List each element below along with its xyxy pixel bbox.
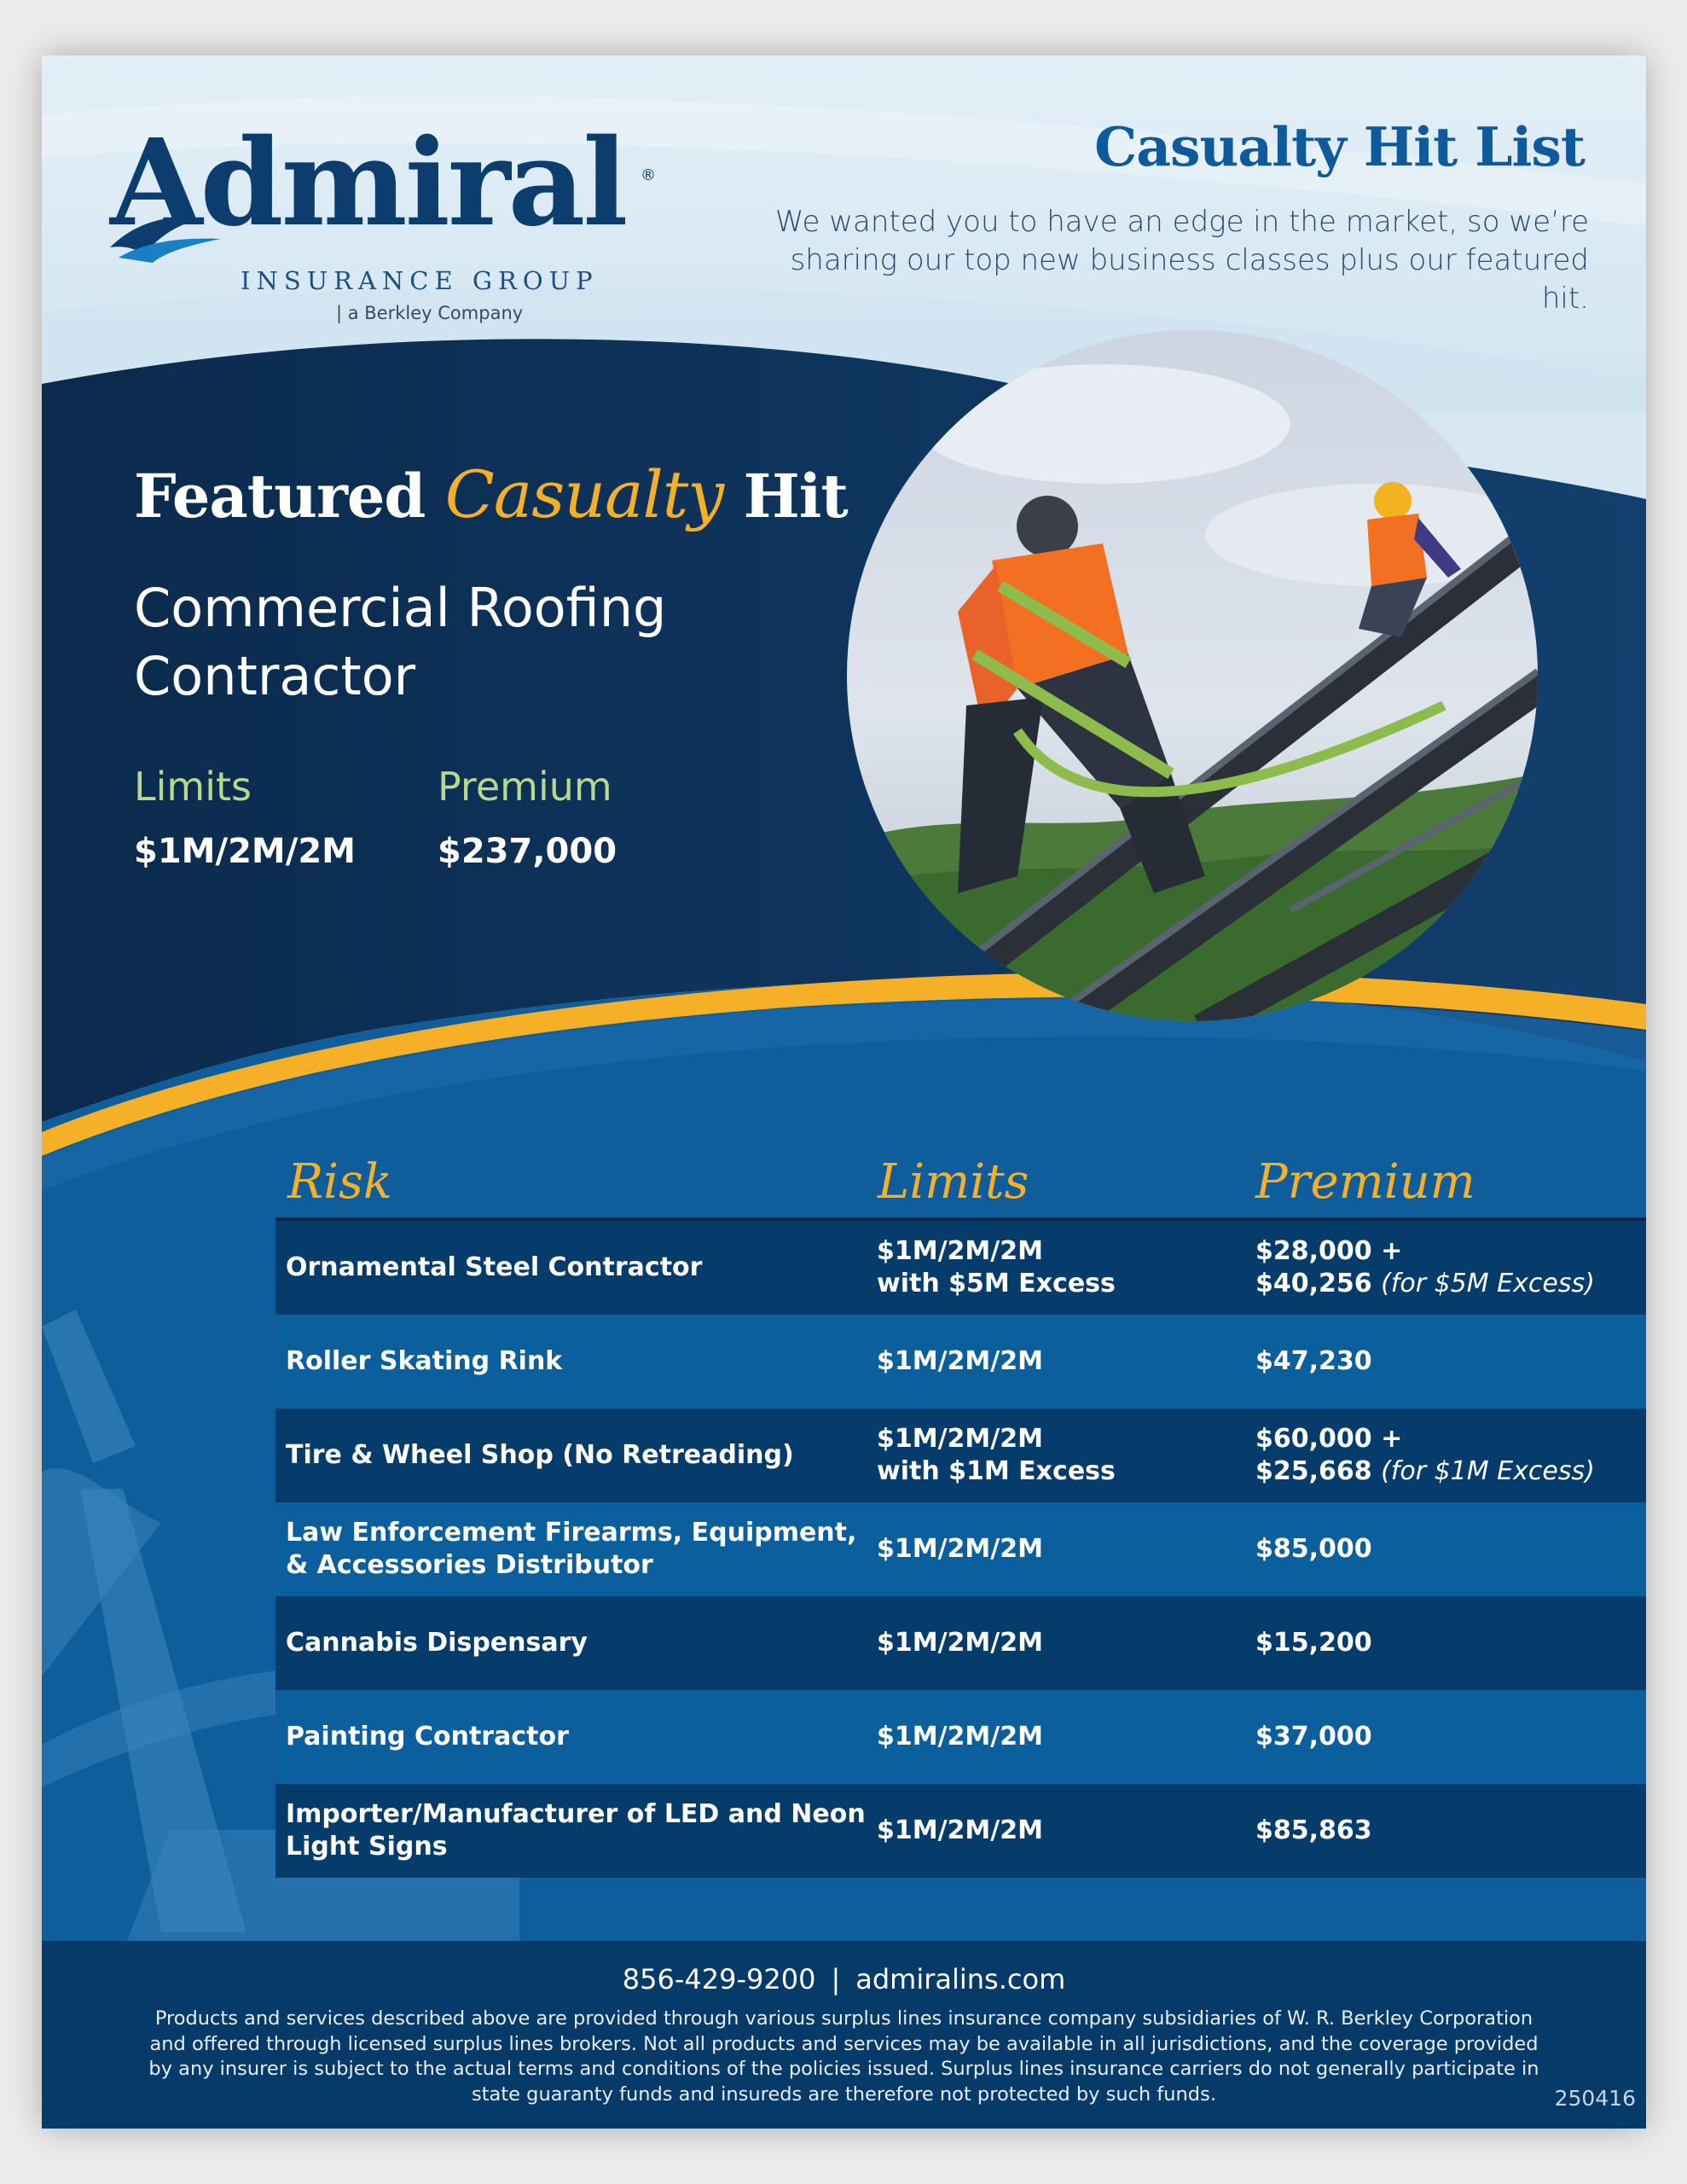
document-code: 250416: [1554, 2086, 1636, 2111]
contact-line: [42, 1963, 1646, 1995]
limits-cell: $1M/2M/2M: [877, 1628, 1043, 1658]
phone-number[interactable]: 856-429-9200: [622, 1963, 816, 1995]
premium-cell: $28,000 + $40,256 (for $5M Excess): [1255, 1236, 1595, 1298]
col-header-limits: Limits: [878, 1154, 1029, 1210]
risk-cell: Painting Contractor: [286, 1722, 569, 1751]
website-link[interactable]: admiralins.com: [855, 1963, 1066, 1995]
limits-cell: $1M/2M/2M with $1M Excess: [877, 1424, 1116, 1486]
premium-cell: $47,230: [1255, 1346, 1372, 1376]
featured-risk: Commercial Roofing Contractor: [134, 577, 667, 707]
risk-cell: Tire & Wheel Shop (No Retreading): [286, 1440, 794, 1470]
featured-premium-label: Premium: [438, 764, 612, 810]
premium-cell: $60,000 + $25,668 (for $1M Excess): [1255, 1424, 1595, 1486]
risk-cell: Cannabis Dispensary: [286, 1628, 588, 1658]
hit-list-table: [275, 1217, 1646, 1878]
featured-premium-value: $237,000: [438, 832, 617, 871]
table-row: [275, 1690, 1646, 1784]
limits-cell: $1M/2M/2M with $5M Excess: [877, 1236, 1116, 1298]
flyer-page: [42, 55, 1646, 2129]
featured-word: Featured: [134, 461, 426, 531]
featured-casualty-word: Casualty: [444, 456, 724, 532]
limits-cell: $1M/2M/2M: [877, 1534, 1043, 1564]
featured-heading: [134, 456, 848, 532]
premium-cell: $85,000: [1255, 1534, 1372, 1564]
limits-cell: $1M/2M/2M: [877, 1815, 1043, 1845]
logo-wordmark: Admiral: [110, 113, 626, 253]
contact-separator: |: [831, 1963, 841, 1995]
registered-mark: ®: [641, 166, 656, 184]
table-row: [275, 1315, 1646, 1409]
logo-subtitle: INSURANCE GROUP: [241, 266, 599, 295]
footer: [42, 1941, 1646, 2129]
premium-cell: $85,863: [1255, 1815, 1372, 1845]
col-header-risk: Risk: [287, 1154, 392, 1210]
table-row: [275, 1784, 1646, 1878]
risk-cell: Ornamental Steel Contractor: [286, 1252, 703, 1282]
page-title: Casualty Hit List: [1094, 115, 1585, 178]
featured-limits-value: $1M/2M/2M: [134, 832, 356, 871]
featured-hit-word: Hit: [743, 461, 848, 531]
risk-cell: Roller Skating Rink: [286, 1346, 563, 1376]
table-row: [275, 1502, 1646, 1596]
roofers-on-steel-roof-photo: [847, 330, 1538, 1021]
featured-limits-label: Limits: [134, 764, 252, 810]
premium-cell: $15,200: [1255, 1628, 1372, 1658]
logo-tagline: | a Berkley Company: [336, 303, 524, 323]
table-row: [275, 1596, 1646, 1690]
limits-cell: $1M/2M/2M: [877, 1722, 1043, 1751]
intro-text: We wanted you to have an edge in the market, so we’re sharing our top new business classes plus our featured hit.: [774, 205, 1589, 316]
risk-cell: Law Enforcement Firearms, Equipment, & Accessories Distributor: [286, 1518, 857, 1580]
admiral-logo: [110, 107, 707, 337]
col-header-premium: Premium: [1255, 1154, 1475, 1210]
risk-cell: Importer/Manufacturer of LED and Neon Light Signs: [286, 1799, 866, 1862]
disclaimer-text: Products and services described above are provided through various surplus lines insurance company subsidiaries of W. R. Berkley Corporation and offered through licensed surplus lines brokers. Not all products and services may be available in all jurisdictions, and the coverage provided by any insurer is subject to the actual terms and conditions of the policies issued. Surplus lines insurance carriers do not generally participate in state guaranty funds and insureds are therefore not protected by such funds.: [148, 2007, 1539, 2106]
premium-cell: $37,000: [1255, 1722, 1372, 1751]
table-row: [275, 1409, 1646, 1502]
limits-cell: $1M/2M/2M: [877, 1346, 1043, 1376]
table-row: [275, 1221, 1646, 1315]
